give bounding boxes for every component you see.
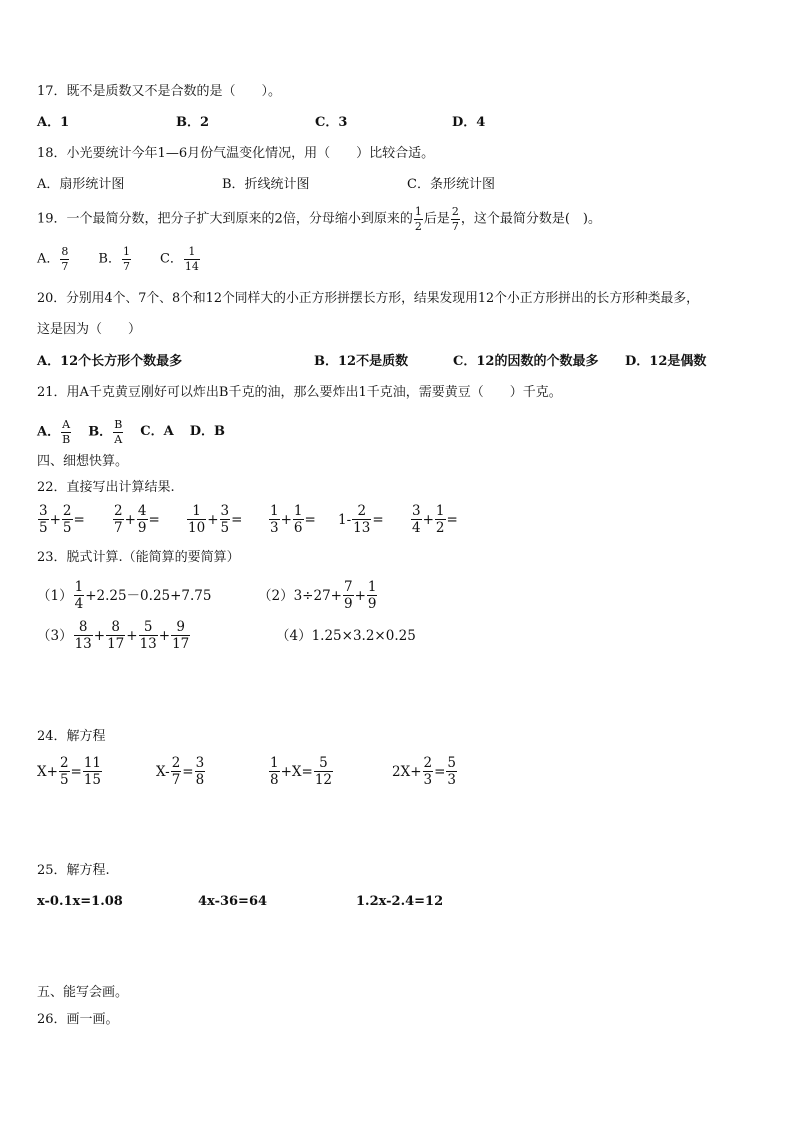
q19-option-a-fraction [60, 246, 69, 272]
operator: + [422, 511, 434, 528]
q19-stem-part2: 后是 [423, 211, 450, 227]
q19-stem-part3: ，这个最简分数是( )。 [460, 211, 601, 227]
fraction [137, 504, 148, 535]
denominator: 9 [343, 596, 353, 613]
q17-option-b[interactable]: B．2 [176, 115, 210, 130]
denominator: 7 [61, 259, 69, 273]
fraction [314, 756, 333, 787]
numerator: 1 [367, 579, 377, 595]
q19-options [37, 246, 201, 272]
q24-equation-1 [37, 756, 103, 787]
q21-option-c[interactable]: C．A [140, 424, 174, 440]
q19-stem [37, 206, 601, 232]
q25-stem: 25．解方程. [37, 863, 110, 878]
numerator: 2 [451, 205, 459, 218]
q17-option-a[interactable]: A．1 [37, 115, 70, 130]
operator: + [280, 511, 292, 528]
option-label: A． [37, 424, 61, 440]
denominator: 8 [270, 772, 279, 789]
numerator: 8 [61, 245, 69, 258]
q19-option-b-fraction [122, 246, 131, 272]
denominator: 7 [171, 772, 181, 789]
numerator: 1 [293, 503, 303, 519]
operator: + [126, 627, 138, 644]
denominator: 8 [195, 772, 205, 789]
fraction [367, 580, 378, 611]
q20-stem-line1: 20．分别用4个、7个、8个和12个同样大的小正方形拼摆长方形，结果发现用12个小正方形拼出的长方形种类最多， [37, 291, 699, 306]
fraction [38, 504, 49, 535]
operator: 1- [338, 511, 352, 528]
q24-stem: 24．解方程 [37, 729, 106, 744]
denominator: 3 [423, 772, 433, 789]
q18-option-a[interactable]: A．扇形统计图 [37, 177, 125, 192]
problem-label: （1） [37, 587, 73, 604]
denominator: 13 [353, 520, 371, 537]
fraction [62, 504, 73, 535]
denominator: 17 [172, 636, 190, 653]
q19-stem-part1: 19．一个最简分数，把分子扩大到原来的2倍，分母缩小到原来的 [37, 211, 413, 227]
q24-equation-4 [392, 756, 458, 787]
fraction [352, 504, 371, 535]
numerator: 3 [195, 755, 205, 771]
numerator: 1 [270, 755, 279, 771]
q24-equation-2 [156, 756, 206, 787]
numerator: 1 [414, 205, 422, 218]
operator: = [304, 511, 316, 528]
fraction [106, 620, 125, 651]
fraction [343, 580, 354, 611]
q22-expression-3 [186, 504, 242, 535]
denominator: 17 [107, 636, 125, 653]
numerator: 1 [184, 246, 200, 260]
operator: = [372, 511, 384, 528]
denominator: B [62, 432, 71, 446]
operator: = [446, 511, 458, 528]
q19-fraction-two-sevenths [451, 206, 460, 232]
q18-stem: 18．小光要统计今年1—6月份气温变化情况，用（ ）比较合适。 [37, 146, 435, 161]
q22-stem: 22．直接写出计算结果. [37, 480, 175, 495]
numerator: 5 [139, 620, 158, 636]
operator: = [434, 763, 446, 780]
numerator: 11 [83, 755, 102, 771]
q17-option-c[interactable]: C．3 [315, 115, 348, 130]
denominator: 2 [435, 520, 445, 537]
numerator: 5 [447, 755, 457, 771]
numerator: 7 [343, 579, 353, 595]
operator: + [93, 627, 106, 644]
denominator: 9 [367, 596, 377, 613]
problem-label: （3） [37, 627, 73, 644]
operator: = [73, 511, 85, 528]
denominator: 7 [122, 259, 130, 273]
numerator: 3 [220, 503, 230, 519]
denominator: 5 [39, 520, 48, 537]
denominator: 4 [412, 520, 421, 537]
numerator: 9 [171, 620, 190, 636]
option-label: C． [159, 251, 183, 267]
q21-options [37, 419, 225, 445]
fraction [74, 620, 93, 651]
section-4-heading: 四、细想快算。 [37, 454, 129, 469]
q19-option-c[interactable] [160, 246, 201, 272]
operator: + [207, 511, 219, 528]
numerator: 1 [187, 504, 206, 520]
denominator: 7 [451, 219, 459, 233]
denominator: 10 [188, 520, 206, 537]
q23-problem-4: （4）1.25×3.2×0.25 [276, 628, 416, 644]
numerator: 2 [114, 503, 123, 519]
denominator: 6 [293, 520, 303, 537]
numerator: 1 [74, 579, 84, 595]
option-label: B． [98, 251, 121, 267]
fraction [220, 504, 231, 535]
denominator: 14 [184, 259, 199, 273]
q26-stem: 26．画一画。 [37, 1012, 119, 1027]
operator: = [70, 763, 82, 780]
q20-option-a[interactable]: A．12个长方形个数最多 [37, 354, 183, 369]
operator: + [158, 627, 171, 644]
operator: = [148, 511, 160, 528]
q25-equation-2: 4x-36=64 [198, 894, 268, 909]
q21-option-b[interactable] [88, 419, 124, 445]
denominator: 13 [74, 636, 92, 653]
q21-option-b-fraction [113, 419, 123, 445]
denominator: 13 [139, 636, 157, 653]
denominator: 5 [62, 520, 72, 537]
q20-option-c[interactable]: C．12的因数的个数最多 [453, 354, 599, 369]
fraction [171, 620, 190, 651]
operator: + [354, 587, 366, 604]
q19-option-c-fraction [184, 246, 200, 272]
q25-equation-3: 1.2x-2.4=12 [356, 894, 444, 909]
numerator: 2 [62, 503, 72, 519]
section-5-heading: 五、能写会画。 [37, 985, 129, 1000]
q18-option-b[interactable]: B．折线统计图 [222, 177, 310, 192]
fraction [411, 504, 422, 535]
q22-expression-5 [338, 504, 384, 535]
fraction [113, 504, 124, 535]
fraction [269, 756, 280, 787]
denominator: 4 [74, 596, 84, 613]
expression-text: +2.25－0.25+7.75 [85, 587, 212, 604]
numerator: 5 [314, 756, 333, 772]
numerator: A [62, 418, 71, 431]
fraction [435, 504, 446, 535]
q23-problem-1 [37, 580, 212, 611]
denominator: 15 [83, 772, 102, 789]
denominator: 3 [447, 772, 457, 789]
numerator: 1 [270, 503, 279, 519]
q23-problem-3 [37, 620, 191, 651]
numerator: 8 [74, 620, 93, 636]
numerator: 8 [106, 620, 125, 636]
denominator: 5 [59, 772, 69, 789]
numerator: 3 [412, 503, 421, 519]
q19-option-b[interactable] [98, 246, 132, 272]
fraction [423, 756, 434, 787]
fraction [139, 620, 158, 651]
fraction [59, 756, 70, 787]
operator: + [49, 511, 61, 528]
fraction [187, 504, 206, 535]
problem-label: （2）3÷27+ [258, 587, 342, 604]
fraction [195, 756, 206, 787]
equation-lead: X- [156, 763, 170, 780]
fraction [83, 756, 102, 787]
q23-stem: 23．脱式计算.（能简算的要简算） [37, 550, 240, 565]
operator: + [124, 511, 136, 528]
fraction [171, 756, 182, 787]
q17-stem: 17．既不是质数又不是合数的是（ ）。 [37, 84, 282, 99]
equation-lead: 2X+ [392, 763, 422, 780]
q21-stem: 21．用A千克黄豆刚好可以炸出B千克的油，那么要炸出1千克油，需要黄豆（ ）千克。 [37, 385, 562, 400]
q19-option-a[interactable] [37, 246, 70, 272]
numerator: 4 [137, 503, 147, 519]
q20-option-b[interactable]: B．12不是质数 [314, 354, 409, 369]
equation-lead: X+ [37, 763, 58, 780]
denominator: 3 [270, 520, 279, 537]
numerator: 2 [59, 755, 69, 771]
fraction [446, 756, 457, 787]
numerator: B [114, 418, 123, 431]
fraction [293, 504, 304, 535]
numerator: 1 [435, 503, 445, 519]
q20-stem-line2: 这是因为（ ） [37, 322, 142, 337]
q17-option-d[interactable]: D．4 [452, 115, 486, 130]
q25-equation-1: x-0.1x=1.08 [37, 894, 123, 909]
equation-middle: +X= [280, 763, 313, 780]
denominator: 5 [220, 520, 230, 537]
q22-expression-1 [37, 504, 85, 535]
fraction [269, 504, 280, 535]
option-label: A． [37, 251, 60, 267]
q22-expression-2 [112, 504, 160, 535]
q20-option-d[interactable]: D．12是偶数 [625, 354, 707, 369]
numerator: 3 [39, 503, 48, 519]
numerator: 2 [352, 504, 371, 520]
option-label: B． [88, 424, 113, 440]
operator: = [231, 511, 243, 528]
denominator: 12 [314, 772, 333, 789]
fraction [74, 580, 85, 611]
denominator: 7 [114, 520, 123, 537]
denominator: 9 [137, 520, 147, 537]
denominator: 2 [414, 219, 422, 233]
q22-expression-6 [410, 504, 458, 535]
q19-fraction-half [414, 206, 423, 232]
q21-option-a-fraction [61, 419, 71, 445]
q23-problem-2 [258, 580, 378, 611]
q21-option-d[interactable]: D．B [189, 424, 225, 440]
q24-equation-3 [268, 756, 334, 787]
numerator: 2 [423, 755, 433, 771]
numerator: 2 [171, 755, 181, 771]
q21-option-a[interactable] [37, 419, 72, 445]
numerator: 1 [122, 245, 130, 258]
q22-expression-4 [268, 504, 316, 535]
operator: = [182, 763, 194, 780]
q18-option-c[interactable]: C．条形统计图 [407, 177, 495, 192]
denominator: A [114, 432, 123, 446]
